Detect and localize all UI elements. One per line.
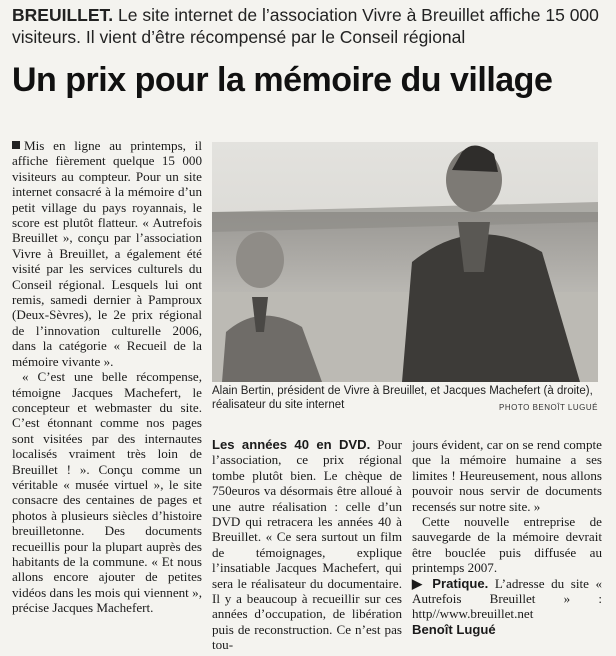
pratique-text: L’adresse du site « Autrefois Breuillet » : http//www.breuillet.net: [412, 575, 603, 622]
photo-two-men-image: [212, 142, 598, 382]
article-column-2: [212, 437, 402, 653]
paragraph-1-text: Mis en ligne au printemps, il affiche fièrement quelque 15 000 visiteurs au compteur. Pour un site internet consacré à la mémoire d’un petit village du pays royannais, le score est plutôt flatteur. « Autrefois Breuillet », conçu par l’association Vivre à Breuillet, a également été visité par les services culturels du Conseil régional. Lesquels lui ont remis, samedi dernier à Pamproux (Deux-Sèvres), le 2e prix régional de l’innovation culturelle 2006, dans la catégorie « Recueil de la mémoire vivante ».: [12, 138, 202, 369]
article-photo: [212, 142, 598, 382]
article-column-1: [12, 138, 202, 616]
article-column-3: [412, 437, 602, 637]
photo-caption: Alain Bertin, président de Vivre à Breuillet, et Jacques Machefert (à droite), réalisateur du site internet: [212, 385, 593, 411]
paragraph-5: Cette nouvelle entreprise de sauvegarde de la mémoire devrait être bouclée puis diffusée au printemps 2007.: [412, 514, 602, 576]
pratique-label: ▶ Pratique.: [412, 575, 489, 591]
paragraph-2: « C’est une belle récompense, témoigne Jacques Machefert, le concepteur et webmaster du site. C’est étonnant comme nos pages sont visitées par des internautes localisés vraiment très loin de Breuillet ! ». Conçu comme un véritable « musée virtuel », le site consacre des centaines de pages et photos à plusieurs siècles d’histoire breuilletonne. Des documents recueillis pour la plupart auprès des habitants de la commune. « Et nous allons encore ajouter de petites vidéos dans les mois qui viennent », précise Jacques Machefert.: [12, 369, 202, 616]
kicker-text: Le site internet de l’association Vivre à Breuillet affiche 15 000 visiteurs. Il vient d’être récompensé par le Conseil régional: [12, 5, 599, 47]
photo-credit: PHOTO BENOÎT LUGUÉ: [499, 403, 598, 412]
section-lead-in: Les années 40 en DVD.: [212, 437, 371, 452]
bullet-square-icon: [12, 141, 20, 149]
paragraph-1: [12, 138, 202, 369]
article-kicker: [12, 4, 608, 48]
paragraph-3: [212, 437, 402, 653]
article-headline: Un prix pour la mémoire du village: [12, 61, 553, 99]
paragraph-4: jours évident, car on se rend compte que la mémoire humaine a ses limites ! Heureusement, nous allons pouvoir nous servir de documents recensés sur notre site. »: [412, 437, 602, 514]
author-line: [412, 622, 602, 637]
pratique-paragraph: [412, 576, 602, 622]
kicker-place: BREUILLET.: [12, 5, 114, 25]
author-name: Benoît Lugué: [412, 621, 496, 637]
paragraph-3-text: Pour l’association, ce prix régional tombe plutôt bien. Le chèque de 750euros va désormais être alloué à une autre réalisation : celle d’un DVD qui retracera les années 40 à Breuillet. « Ce sera surtout un film de témoignages, explique l’insatiable Jacques Machefert, qui sera le réalisateur du documentaire. Il y a beaucoup à recueillir sur ces années d’occupation, de libération puis de reconstruction. Ce n’est pas tou-: [212, 437, 402, 653]
